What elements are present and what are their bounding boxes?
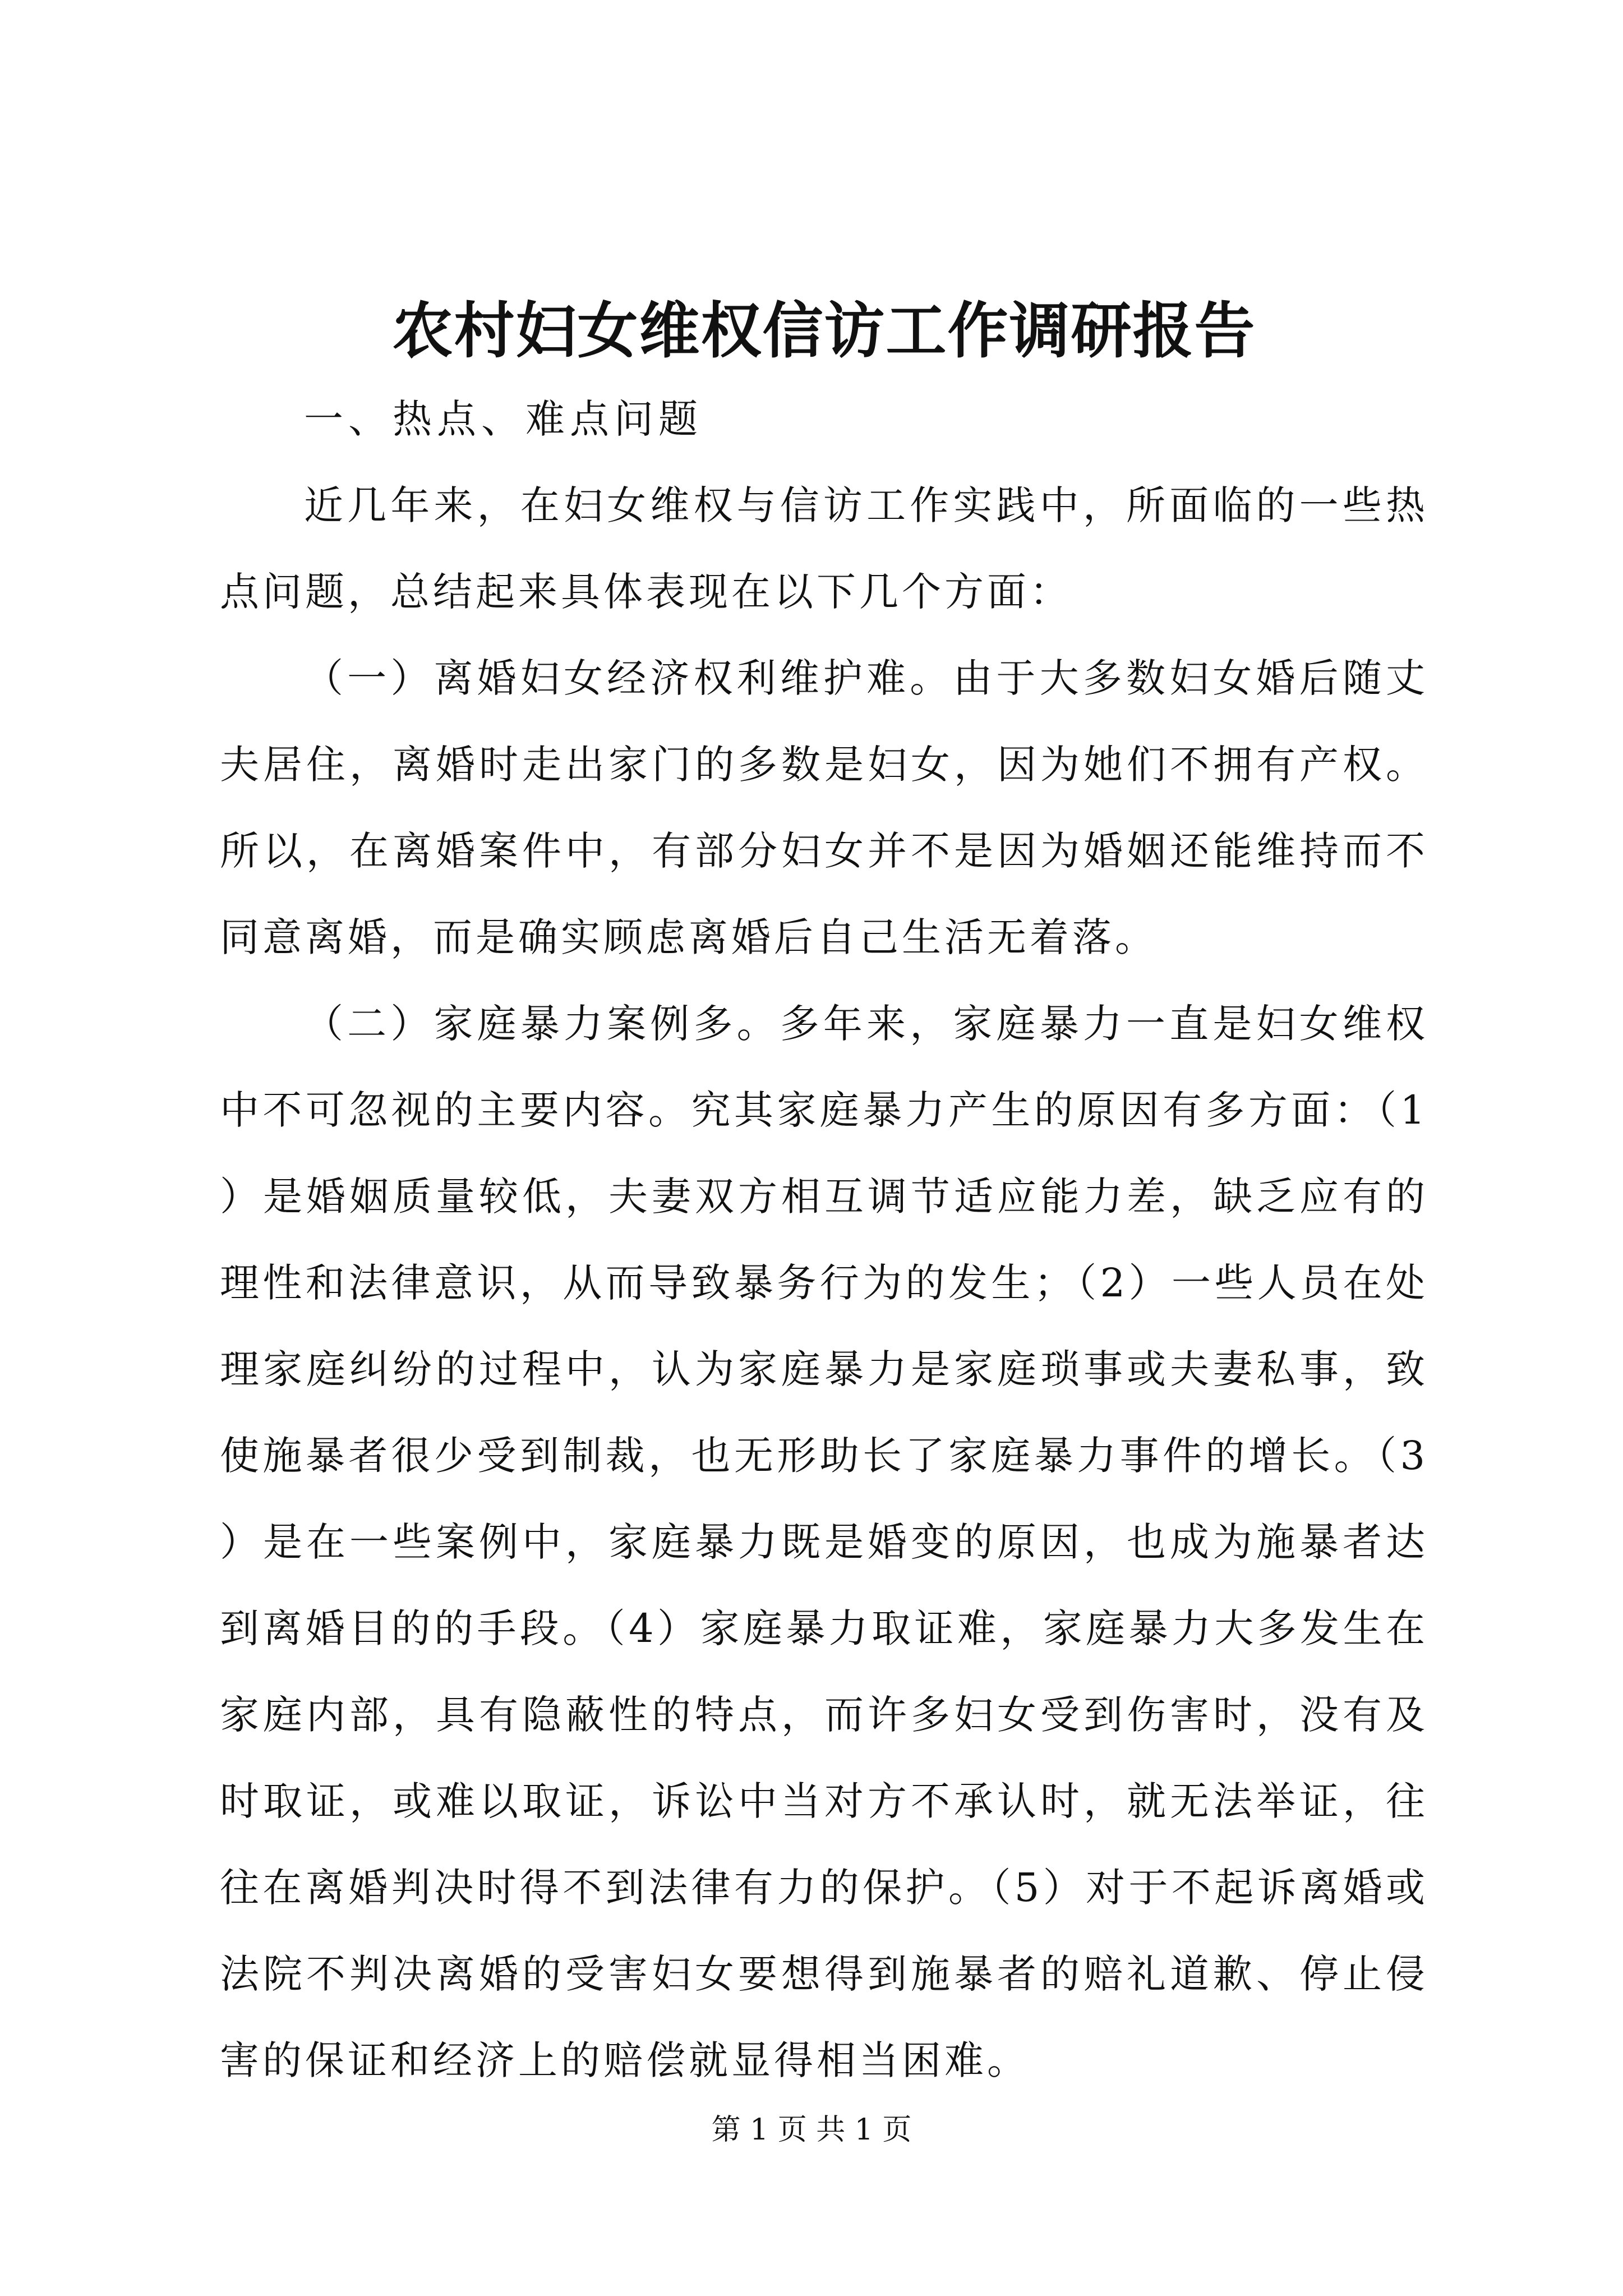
page-footer: 第 1 页 共 1 页: [711, 2113, 912, 2147]
paragraph-economic-rights: （一）离婚妇女经济权利维护难。由于大多数妇女婚后随丈夫居住，离婚时走出家门的多数是妇女，因为她们不拥有产权。所以，在离婚案件中，有部分妇女并不是因为婚姻还能维持而不同意离婚，而是确实顾虑离婚后自己生活无着落。: [220, 655, 1428, 960]
document-body: [220, 283, 1428, 2104]
document-title: 农村妇女维权信访工作调研报告: [392, 296, 1256, 366]
paragraph-intro: 近几年来，在妇女维权与信访工作实践中，所面临的一些热点问题，总结起来具体表现在以下几个方面：: [220, 482, 1428, 615]
section-heading: 一、热点、难点问题: [304, 396, 703, 442]
paragraph-domestic-violence: （二）家庭暴力案例多。多年来，家庭暴力一直是妇女维权中不可忽视的主要内容。究其家庭暴力产生的原因有多方面：（1）是婚姻质量较低，夫妻双方相互调节适应能力差，缺乏应有的理性和法律意识，从而导致暴务行为的发生；（2）一些人员在处理家庭纠纷的过程中，认为家庭暴力是家庭琐事或夫妻私事，致使施暴者很少受到制裁，也无形助长了家庭暴力事件的增长。（3）是在一些案例中，家庭暴力既是婚变的原因，也成为施暴者达到离婚目的的手段。（4）家庭暴力取证难，家庭暴力大多发生在家庭内部，具有隐蔽性的特点，而许多妇女受到伤害时，没有及时取证，或难以取证，诉讼中当对方不承认时，就无法举证，往往在离婚判决时得不到法律有力的保护。（5）对于不起诉离婚或法院不判决离婚的受害妇女要想得到施暴者的赔礼道歉、停止侵害的保证和经济上的赔偿就显得相当困难。: [220, 1001, 1428, 2083]
